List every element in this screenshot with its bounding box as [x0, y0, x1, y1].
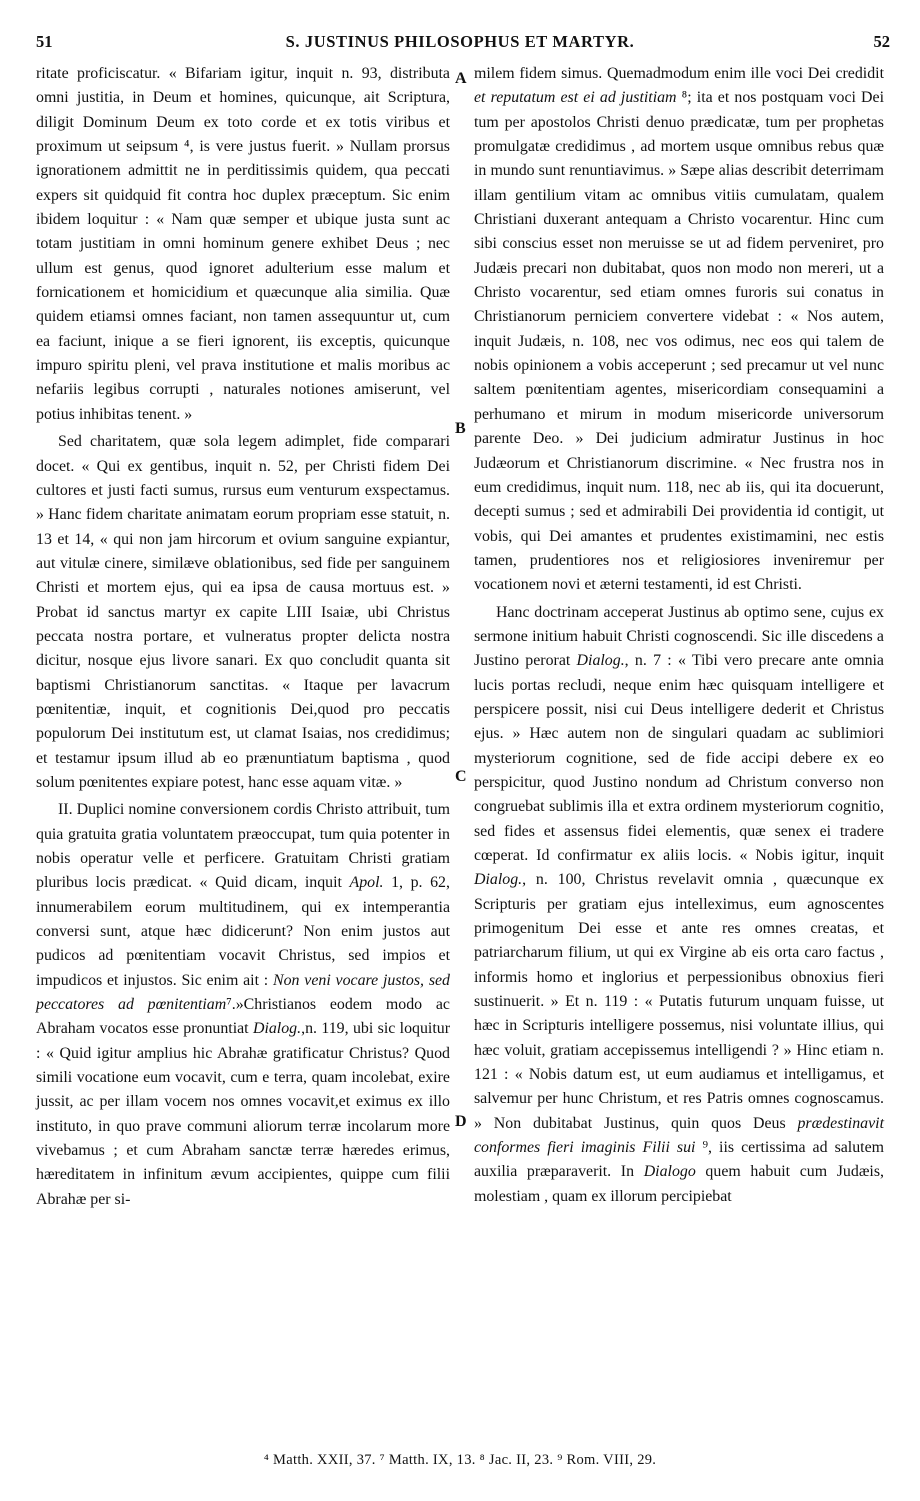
page-number-left: 51	[36, 32, 53, 51]
quotation-italic: prædestinavit conformes fieri imaginis Filii sui	[474, 1114, 884, 1157]
paragraph: Hanc doctrinam acceperat Justinus ab optimo sene, cujus ex sermone initium habuit Christi cognoscendi. Sic ille discedens a Justino perorat Dialog., n. 7 : « Tibi vero precare ante omnia lucis portas recludi, neque enim hæc quisquam intelligere et perspicere possit, nisi cui Deus intelligere dederit et Christus ejus. » Hæc autem non de singulari quadam ac sublimiori mysteriorum cognitione, sed de fide accipi debere ex eo perspicitur, quod Justino nondum ad Christum converso non congruebat sublimis illa et extra ordinem mysteriorum cognitio, sed fides et assensus fidei elementis, quæ senex ei tradere cœperat. Id confirmatur ex aliis locis. « Nobis igitur, inquit Dialog., n. 100, Christus revelavit omnia , quæcunque ex Scripturis per gratiam ejus intelleximus, eum agnoscentes primogenitum Dei esse et ante res omnes creatas, et patriarcharum filium, ut qui ex Virgine ab eis orta caro factus , informis homo et inglorius et perpessionibus obnoxius fieri sustinuerit. » Et n. 119 : « Putatis futurum unquam fuisse, ut hæc in Scripturis intelligere possemus, nisi voluntate illius, qui hæc voluit, gratiam accepissemus intelligendi ? » Hinc etiam n. 121 : « Nobis datum est, ut eum audiamus et intelligamus, et salvemur per hunc Christum, et res Patris omnes cognoscamus. » Non dubitabat Justinus, quin quos Deus prædestinavit conformes fieri imaginis Filii sui ⁹, iis certissima ad salutem auxilia præparaverit. In Dialogo quem habuit cum Judæis, molestiam , quam ex illorum percipiebat	[474, 603, 884, 1205]
quotation-italic: Non veni vocare justos, sed peccatores ad pœnitentiam	[36, 971, 450, 1014]
paragraph: ritate proficiscatur. « Bifariam igitur, inquit n. 93, distributa omni justitia, in Deum et homines, quicunque, ait Scriptura, diligit Dominum Deum ex toto corde et ex totis viribus et proximum ut seipsum ⁴, is vere justus fuerit. » Nullam prorsus ignorationem admittit ne in perditissimis quidem, qua peccati expers sit quidquid fit contra hoc duplex præceptum. Sic enim ibidem loquitur : « Nam quæ semper et ubique justa sunt ac totam justitiam in omni hominum genere exhibet Deus ; nec ullum est genus, quod ignoret adulterium esse malum et fornicationem et homicidium et quæcunque alia similia. Quæ quidem etiamsi omnes faciant, non tamen assequuntur ut, cum ea faciunt, inique a se fieri ignorent, iis exceptis, quicunque impuro spiritu pleni, vel prava institutione et malis moribus ac nefariis legibus corrupti , naturales notiones amiserunt, vel potius inhibitas tenent. »	[36, 65, 450, 423]
citation-italic: Dialog.	[474, 871, 523, 889]
citation-italic: Apol.	[349, 874, 384, 892]
paragraph: milem fidem simus. Quemadmodum enim ille voci Dei credidit et reputatum est ei ad justitiam ⁸; ita et nos postquam voci Dei tum per apostolos Christi denuo prædicatæ, tum per prophetas promulgatæ credidimus , ad mortem usque omnibus rebus quæ in mundo sunt renuntiavimus. » Sæpe alias describit deterrimam illam gentilium vitam ac omnibus vitiis cumulatam, qualem Christiani duxerant antequam a Christo vocarentur. Hinc cum sibi conscius esset non meruisse se ut ad fidem perveniret, pro Judæis precari non dubitabat, quos non modo non mereri, ut a Christo vocarentur, sed etiam omnes furoris sui conatus in Christianorum perniciem convertere videbat : « Nos autem, inquit Judæis, n. 108, nec vos odimus, nec eos qui talem de nobis opinionem a vobis acceperunt ; sed precamur ut vel nunc saltem pœnitentiam agentes, misericordiam consequamini a perhumano et mirum in modum misericorde universorum parente Deo. » Dei judicium admiratur Justinus in hoc Judæorum et Christianorum discrimine. « Nec frustra nos in eum credidimus, inquit num. 118, nec ab iis, qui ita docuerunt, decepti sumus ; sed et admirabili Dei providentia id contigit, ut vobis, qui Dei amantes et prudentes existimamini, nec estis tamen, prudentiores nos et religiosiores inveniremur per vocationem novi et æterni testamenti, id est Christi.	[474, 65, 884, 594]
quotation-italic: et reputatum est ei ad justitiam	[474, 89, 677, 107]
margin-letter-c: C	[455, 768, 467, 785]
running-title: S. JUSTINUS PHILOSOPHUS ET MARTYR.	[285, 32, 635, 51]
page-number-right: 52	[873, 32, 890, 51]
citation-italic: Dialog.	[252, 1020, 302, 1038]
margin-letter-a: A	[455, 70, 467, 87]
running-header	[0, 32, 920, 56]
right-column	[474, 62, 884, 1212]
margin-letter-b: B	[455, 420, 466, 437]
paragraph: II. Duplici nomine conversionem cordis Christo attribuit, tum quia gratuita gratia voluntatem præoccupat, tum quia potenter in nobis operatur velle et perficere. Gratuitam Christi gratiam pluribus locis prædicat. « Quid dicam, inquit Apol. 1, p. 62, innumerabilem eorum multitudinem, qui ex intemperantia conversi sunt, atque hæc didicerunt? Non enim justos aut pudicos ad pœnitentiam vocavit Christus, sed impios et impudicos et injustos. Sic enim ait : Non veni vocare justos, sed peccatores ad pœnitentiam⁷.»Christianos eodem modo ac Abraham vocatos esse pronuntiat Dialog.,n. 119, ubi sic loquitur : « Quid igitur amplius hic Abrahæ gratificatur Christus? Quod simili vocatione eum vocavit, cum e terra, quam incolebat, exire jussit, ac per illam vocem nos omnes vocavit,et eximus ex illo instituto, in quo prave communi aliorum terræ incolarum more vivebamus ; et cum Abraham sanctæ terræ hæredes erimus, hæreditatem in infinitum ævum accipientes, quippe cum filii Abrahæ per si-	[36, 801, 450, 1208]
citation-italic: Dialogo	[643, 1163, 696, 1181]
margin-letter-d: D	[455, 1113, 467, 1130]
footnotes: ⁴ Matth. XXII, 37. ⁷ Matth. IX, 13. ⁸ Jac. II, 23. ⁹ Rom. VIII, 29.	[263, 1452, 657, 1468]
left-column	[36, 62, 450, 1215]
citation-italic: Dialog.	[576, 652, 625, 670]
paragraph: Sed charitatem, quæ sola legem adimplet, fide comparari docet. « Qui ex gentibus, inquit n. 52, per Christi fidem Dei cultores et justi facti sumus, rursus eum venturum exspectamus. » Hanc fidem charitate animatam eorum propriam esse statuit, n. 13 et 14, « qui non jam hircorum et ovium sanguine expiantur, aut vitulæ cinere, similæve oblationibus, sed fide per sanguinem Christi et mortem ejus, qui ea ipsa de causa mortuus est. » Probat id sanctus martyr ex capite LIII Isaiæ, ubi Christus peccata nostra portare, et vulneratus propter delicta nostra dicitur, nosque ejus livore sanari. Ex quo concludit quanta sit baptismi Christianorum sanctitas. « Itaque per lavacrum pœnitentiæ, inquit, et cognitionis Dei,quod pro peccatis populorum Dei institutum est, ut clamat Isaias, nos credidimus; et testamur ipsum illud ab eo prænuntiatum baptisma , quod solum pœnitentes expiare potest, hanc esse aquam vitæ. »	[36, 433, 450, 791]
